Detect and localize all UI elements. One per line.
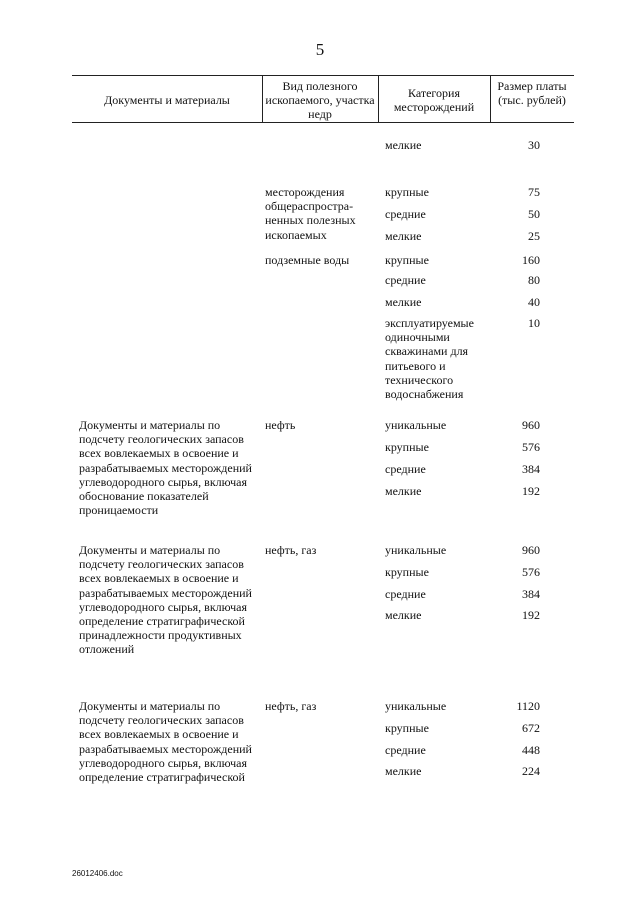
cell-category: уникальные [385,699,447,713]
cell-category: средние [385,207,426,221]
cell-category: эксплуатируемые одиночными скважинами для питьевого и технического водоснабжения [385,316,474,402]
cell-mineral-type: подземные воды [265,253,350,267]
cell-fee: 10 [528,316,540,330]
header-bottom-rule [72,122,574,123]
cell-category: средние [385,273,426,287]
cell-fee: 960 [522,418,540,432]
cell-category: мелкие [385,608,422,622]
cell-mineral-type: месторождения общераспростра-ненных полезных ископаемых [265,185,356,242]
cell-category: крупные [385,565,429,579]
cell-fee: 192 [522,608,540,622]
cell-fee: 25 [528,229,540,243]
cell-category: крупные [385,721,429,735]
cell-category: средние [385,587,426,601]
footer-filename: 26012406.doc [72,869,123,878]
header-documents: Документы и материалы [104,93,230,107]
cell-category: мелкие [385,484,422,498]
cell-documents: Документы и материалы по подсчету геологических запасов всех вовлекаемых в освоение и разрабатываемых месторождений углеводородного сырья, включая определение стратиграфической [79,699,252,785]
cell-fee: 40 [528,295,540,309]
cell-category: мелкие [385,764,422,778]
cell-fee: 224 [522,764,540,778]
cell-fee: 50 [528,207,540,221]
cell-category: крупные [385,253,429,267]
cell-fee: 30 [528,138,540,152]
cell-category: крупные [385,440,429,454]
cell-category: средние [385,743,426,757]
cell-fee: 576 [522,565,540,579]
cell-category: уникальные [385,418,447,432]
header-category: Категория месторождений [393,86,475,114]
header-mineral-type: Вид полезного ископаемого, участка недр [265,79,375,121]
cell-fee: 384 [522,462,540,476]
cell-category: крупные [385,185,429,199]
cell-mineral-type: нефть, газ [265,699,317,713]
cell-fee: 160 [522,253,540,267]
cell-fee: 80 [528,273,540,287]
cell-fee: 384 [522,587,540,601]
cell-category: мелкие [385,138,422,152]
header-fee: Размер платы (тыс. рублей) [497,79,567,107]
cell-fee: 75 [528,185,540,199]
cell-documents: Документы и материалы по подсчету геологических запасов всех вовлекаемых в освоение и разрабатываемых месторождений углеводородного сырья, включая обоснование показателей проницаемости [79,418,252,518]
cell-fee: 1120 [516,699,540,713]
cell-fee: 576 [522,440,540,454]
cell-mineral-type: нефть [265,418,296,432]
cell-fee: 192 [522,484,540,498]
cell-category: мелкие [385,229,422,243]
cell-fee: 672 [522,721,540,735]
table-top-rule [72,75,574,76]
cell-mineral-type: нефть, газ [265,543,317,557]
cell-documents: Документы и материалы по подсчету геологических запасов всех вовлекаемых в освоение и разрабатываемых месторождений углеводородного сырья, включая определение стратиграфической принадлежности продуктивных отложений [79,543,252,657]
cell-fee: 960 [522,543,540,557]
cell-category: мелкие [385,295,422,309]
page-number: 5 [315,40,325,59]
cell-category: средние [385,462,426,476]
cell-category: уникальные [385,543,447,557]
cell-fee: 448 [522,743,540,757]
